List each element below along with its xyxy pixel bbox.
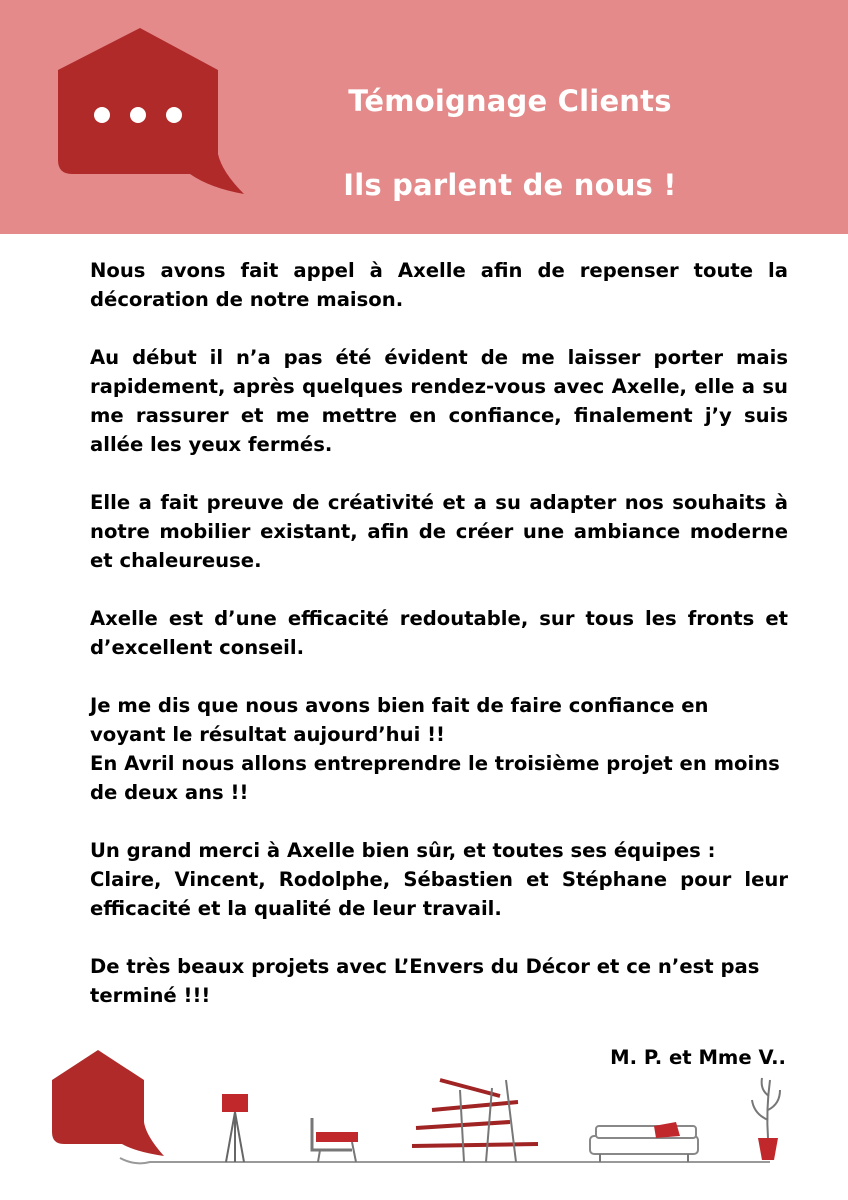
testimonial-line: Je me dis que nous avons bien fait de faire confiance en voyant le résultat aujourd’hui !! xyxy=(90,694,709,746)
testimonial-line: Un grand merci à Axelle bien sûr, et toutes ses équipes : xyxy=(90,839,716,862)
testimonial-paragraph: Au début il n’a pas été évident de me laisser porter mais rapidement, après quelques rendez-vous avec Axelle, elle a su me rassurer et me mettre en confiance, finalement j’y suis allée les yeux fermés. xyxy=(90,346,788,456)
testimonial-line: Claire, Vincent, Rodolphe, Sébastien et Stéphane pour leur efficacité et la qualité de leur travail. xyxy=(90,868,788,920)
footer-illustration xyxy=(40,1040,810,1170)
testimonial-paragraph: De très beaux projets avec L’Envers du Décor et ce n’est pas terminé !!! xyxy=(90,955,760,1007)
sofa-icon xyxy=(590,1122,698,1162)
testimonial-paragraph xyxy=(90,836,788,865)
armchair-icon xyxy=(312,1118,358,1162)
testimonial-paragraph: Elle a fait preuve de créativité et a su adapter nos souhaits à notre mobilier existant, afin de créer une ambiance moderne et chaleureuse. xyxy=(90,491,788,572)
house-speech-bubble-icon xyxy=(50,24,250,204)
testimonial-paragraph xyxy=(90,691,788,749)
header-banner xyxy=(0,0,848,234)
signature: M. P. et Mme V.. xyxy=(610,1046,786,1069)
floor-lamp-icon xyxy=(222,1094,248,1162)
testimonial-paragraph: Axelle est d’une efficacité redoutable, sur tous les fronts et d’excellent conseil. xyxy=(90,607,788,659)
bookshelf-icon xyxy=(412,1080,538,1162)
testimonial-paragraph xyxy=(90,749,788,807)
page-subtitle: Ils parlent de nous ! xyxy=(343,168,677,202)
testimonial-body xyxy=(90,256,788,1010)
house-speech-bubble-icon xyxy=(52,1050,164,1156)
testimonial-paragraph: Nous avons fait appel à Axelle afin de repenser toute la décoration de notre maison. xyxy=(90,259,788,311)
testimonial-line: En Avril nous allons entreprendre le troisième projet en moins de deux ans !! xyxy=(90,752,780,804)
testimonial-paragraph xyxy=(90,865,788,923)
page-title: Témoignage Clients xyxy=(348,84,672,118)
potted-plant-icon xyxy=(752,1078,780,1160)
